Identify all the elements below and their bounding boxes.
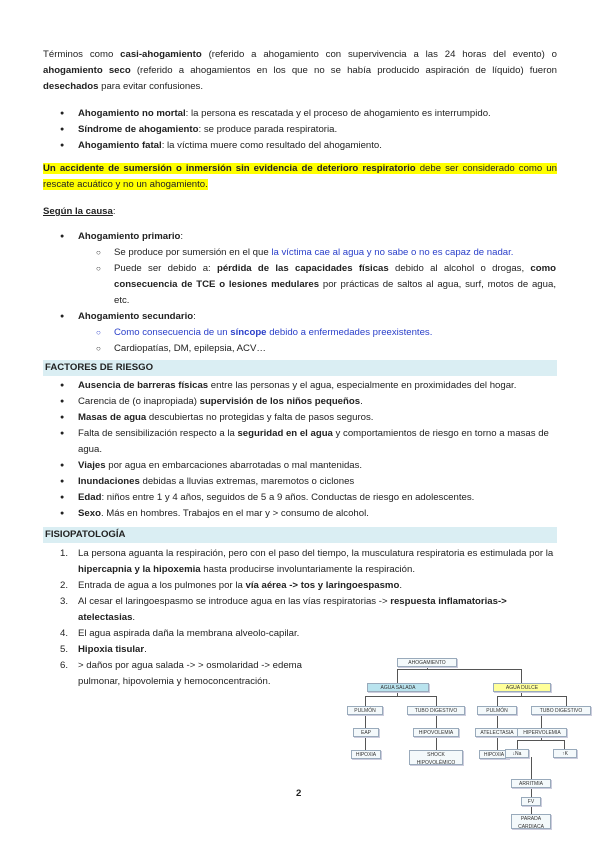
- intro-term: desechados: [43, 81, 99, 92]
- list-item: ● Ahogamiento fatal: la víctima muere como resultado del ahogamiento.: [60, 138, 556, 154]
- list-item: 6. > daños por agua salada -> > osmolaridad -> edema pulmonar, hipovolemia y hemoconcentración.: [60, 660, 303, 687]
- list-item: ● Carencia de (o inapropiada) supervisión de los niños pequeños.: [60, 394, 556, 410]
- cause-list: [60, 229, 556, 357]
- page-number: 2: [296, 788, 302, 799]
- diagram-node-vf: FV: [521, 797, 541, 806]
- list-item: ● Sexo. Más en hombres. Trabajos en el mar y > consumo de alcohol.: [60, 506, 556, 522]
- diagram-node-cardiac-arrest: PARADA CARDIACA: [511, 814, 551, 829]
- cause-heading: Según la causa:: [43, 206, 116, 217]
- diagram-node-atelectasis: ATELECTASIA: [475, 728, 519, 737]
- list-item: ● Ahogamiento primario: ○ Se produce por sumersión en el que la víctima cae al agua y no sabe o no es capaz de nadar. ○ Puede ser debido a: pérdida de las capacidades físicas debido al alcohol o drogas, como consecuencia de TCE o lesiones medulares por prácticas de saltos al agua, surf, motos de agua, etc.: [60, 229, 556, 309]
- diagram-node-hypervolemia: HIPERVOLEMIA: [517, 728, 567, 737]
- intro-term: ahogamiento seco: [43, 65, 131, 76]
- section-subheading: Según la causa: [43, 206, 113, 217]
- primary-sublist: [96, 245, 556, 309]
- diagram-node-potassium: ↑K: [553, 749, 577, 758]
- highlight-text: debe ser considerado como un rescate acuático y no un ahogamiento.: [43, 163, 557, 190]
- list-item: ● Ausencia de barreras físicas entre las personas y el agua, especialmente en proximidades del hogar.: [60, 378, 556, 394]
- secondary-sublist: [96, 325, 556, 357]
- intro-text: para evitar confusiones.: [98, 81, 203, 92]
- list-item: ● Viajes por agua en embarcaciones abarrotadas o mal mantenidas.: [60, 458, 556, 474]
- sublist-item: ○ Cardiopatías, DM, epilepsia, ACV…: [96, 341, 556, 357]
- list-item: ● Ahogamiento no mortal: la persona es rescatada y el proceso de ahogamiento es interrumpido.: [60, 106, 556, 122]
- highlighted-note: [43, 161, 557, 193]
- diagram-node-lung: PULMÓN: [477, 706, 517, 715]
- list-item: ● Ahogamiento secundario: ○ Como consecuencia de un síncope debido a enfermedades preexistentes. ○ Cardiopatías, DM, epilepsia, ACV…: [60, 309, 556, 357]
- diagram-node-arrhythmia: ARRITMIA: [511, 779, 551, 788]
- diagram-node-sodium: ↓Na: [505, 749, 529, 758]
- diagram-node-shock: SHOCK HIPOVOLÉMICO: [409, 750, 463, 765]
- list-item: ● Inundaciones debidas a lluvias extremas, maremotos o ciclones: [60, 474, 556, 490]
- intro-text: Términos como: [43, 49, 121, 60]
- intro-text: (referido a ahogamiento con supervivencia a las 24 horas del evento) o: [201, 49, 557, 60]
- intro-paragraph: [43, 47, 557, 95]
- physiopathology-heading: FISIOPATOLOGÍA: [43, 527, 557, 543]
- list-item: ● Masas de agua descubiertas no protegidas y falta de pasos seguros.: [60, 410, 556, 426]
- list-item: ● Edad: niños entre 1 y 4 años, seguidos de 5 a 9 años. Conductas de riesgo en adolescentes.: [60, 490, 556, 506]
- drowning-types-list: [60, 106, 556, 154]
- list-item: 3. Al cesar el laringoespasmo se introduce agua en las vías respiratorias -> respuesta inflamatorias-> atelectasias.: [60, 596, 507, 623]
- list-item: 1. La persona aguanta la respiración, pero con el paso del tiempo, la musculatura respiratoria es estimulada por la hipercapnia y la hipoxemia hasta producirse involuntariamente la respiración.: [60, 548, 554, 575]
- list-item: ● Falta de sensibilización respecto a la seguridad en el agua y comportamientos de riesgo en torno a masas de agua.: [60, 426, 556, 458]
- diagram-node-eap: EAP: [353, 728, 379, 737]
- risk-factors-list: [60, 378, 556, 522]
- sublist-item: ○ Como consecuencia de un síncope debido a enfermedades preexistentes.: [96, 325, 556, 341]
- diagram-node-digestive: TUBO DIGESTIVO: [531, 706, 591, 715]
- diagram-node-hypoxia: HIPOXIA: [479, 750, 509, 759]
- diagram-node-lung: PULMÓN: [347, 706, 383, 715]
- highlight-bold: Un accidente de sumersión o inmersión sin evidencia de deterioro respiratorio: [43, 163, 416, 174]
- diagram-node-root: AHOGAMIENTO: [397, 658, 457, 667]
- sublist-item: ○ Puede ser debido a: pérdida de las capacidades físicas debido al alcohol o drogas, como consecuencia de TCE o lesiones medulares por prácticas de saltos al agua, surf, motos de agua, etc.: [96, 261, 556, 309]
- list-item: 2. Entrada de agua a los pulmones por la vía aérea -> tos y laringoespasmo.: [60, 580, 402, 591]
- diagram-node-digestive: TUBO DIGESTIVO: [407, 706, 465, 715]
- diagram-node-salt-water: AGUA SALADA: [367, 683, 429, 692]
- sublist-item: ○ Se produce por sumersión en el que la víctima cae al agua y no sabe o no es capaz de nadar.: [96, 245, 556, 261]
- drowning-diagram: [345, 655, 585, 840]
- risk-factors-heading: FACTORES DE RIESGO: [43, 360, 557, 376]
- diagram-node-hypovolemia: HIPOVOLEMIA: [413, 728, 459, 737]
- list-item: 5. Hipoxia tisular.: [60, 644, 147, 655]
- diagram-node-fresh-water: AGUA DULCE: [493, 683, 551, 692]
- intro-text: (referido a ahogamientos en los que no se había producido aspiración de líquido) fueron: [130, 65, 558, 76]
- diagram-node-hypoxia: HIPOXIA: [351, 750, 381, 759]
- intro-term: casi-ahogamiento: [120, 49, 202, 60]
- list-item: ● Síndrome de ahogamiento: se produce parada respiratoria.: [60, 122, 556, 138]
- list-item: 4. El agua aspirada daña la membrana alveolo-capilar.: [60, 628, 300, 639]
